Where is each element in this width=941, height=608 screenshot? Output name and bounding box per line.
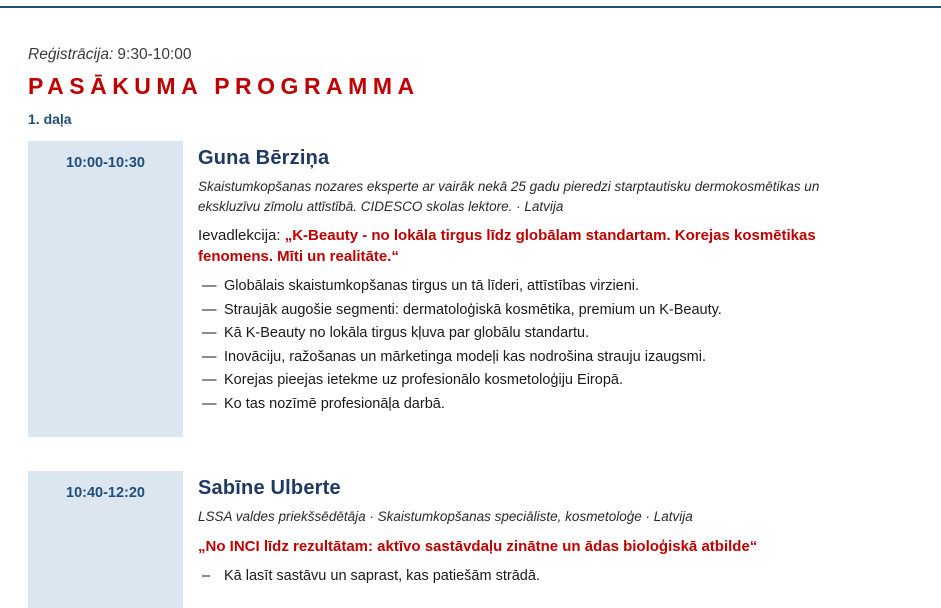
list-item-text: Straujāk augošie segmenti: dermatoloģiskā kosmētika, premium un K-Beauty. [224,301,722,318]
list-item [198,299,918,322]
lecture-title: „K-Beauty - no lokāla tirgus līdz globālam standartam. Korejas kosmētikas fenomens. Mīti un realitāte.“ [198,227,816,266]
list-item [198,393,918,416]
session-time: 10:00-10:30 [66,155,145,171]
topic-list [198,275,918,416]
speaker-bio: Skaistumkopšanas nozares eksperte ar vairāk nekā 25 gadu pieredzi starptautisku dermokosmētikas un ekskluzīvu zīmolu attīstībā. CIDESCO skolas lektore. · Latvija [198,179,820,214]
header-rule [0,6,941,8]
list-item-text: Inovāciju, ražošanas un mārketinga modeļi kas nodrošina strauju izaugsmi. [224,348,706,365]
list-item-text: Globālais skaistumkopšanas tirgus un tā līderi, attīstības virzieni. [224,278,640,295]
registration-label: Reģistrācija: [28,46,114,63]
bullet-marker: — [202,395,217,412]
session-time-box [28,141,183,437]
list-item-text: Kā lasīt sastāvu un saprast, kas patiešām strādā. [224,567,540,584]
list-item-text: Korejas pieejas ietekme uz profesionālo kosmetoloģiju Eiropā. [224,372,623,389]
bullet-marker: — [202,372,217,389]
lecture-intro-label: Ievadlekcija: [198,227,281,245]
lecture-line [198,225,878,267]
list-item [198,322,918,345]
bullet-marker: — [202,278,217,295]
list-item-text: Kā K-Beauty no lokāla tirgus kļuva par globālu standartu. [224,325,590,342]
session-time: 10:40-12:20 [66,485,145,501]
list-item [198,369,918,392]
registration-time: 9:30-10:00 [117,46,192,63]
speaker-bio: LSSA valdes priekšsēdētāja · Skaistumkopšanas speciāliste, kosmetoloģe · Latvija [198,509,693,524]
topic-list [198,565,918,588]
list-item-text: Ko tas nozīmē profesionāļa darbā. [224,395,445,412]
list-item [198,275,918,298]
session-content [198,471,918,588]
bullet-marker: — [202,325,217,342]
bullet-marker: — [202,301,217,318]
bullet-marker: – [202,567,211,584]
bullet-marker: — [202,348,217,365]
speaker-name: Guna Bērziņa [198,147,330,169]
speaker-name: Sabīne Ulberte [198,477,341,499]
lecture-title: „No INCI līdz rezultātam: aktīvo sastāvdaļu zinātne un ādas bioloģiskā atbilde“ [198,537,758,555]
page-title: PASĀKUMA PROGRAMMA [28,73,420,99]
part-label: 1. daļa [28,111,72,127]
session-time-box [28,471,183,608]
list-item [198,565,918,588]
session-content [198,141,918,416]
list-item [198,346,918,369]
registration-line [28,44,192,64]
